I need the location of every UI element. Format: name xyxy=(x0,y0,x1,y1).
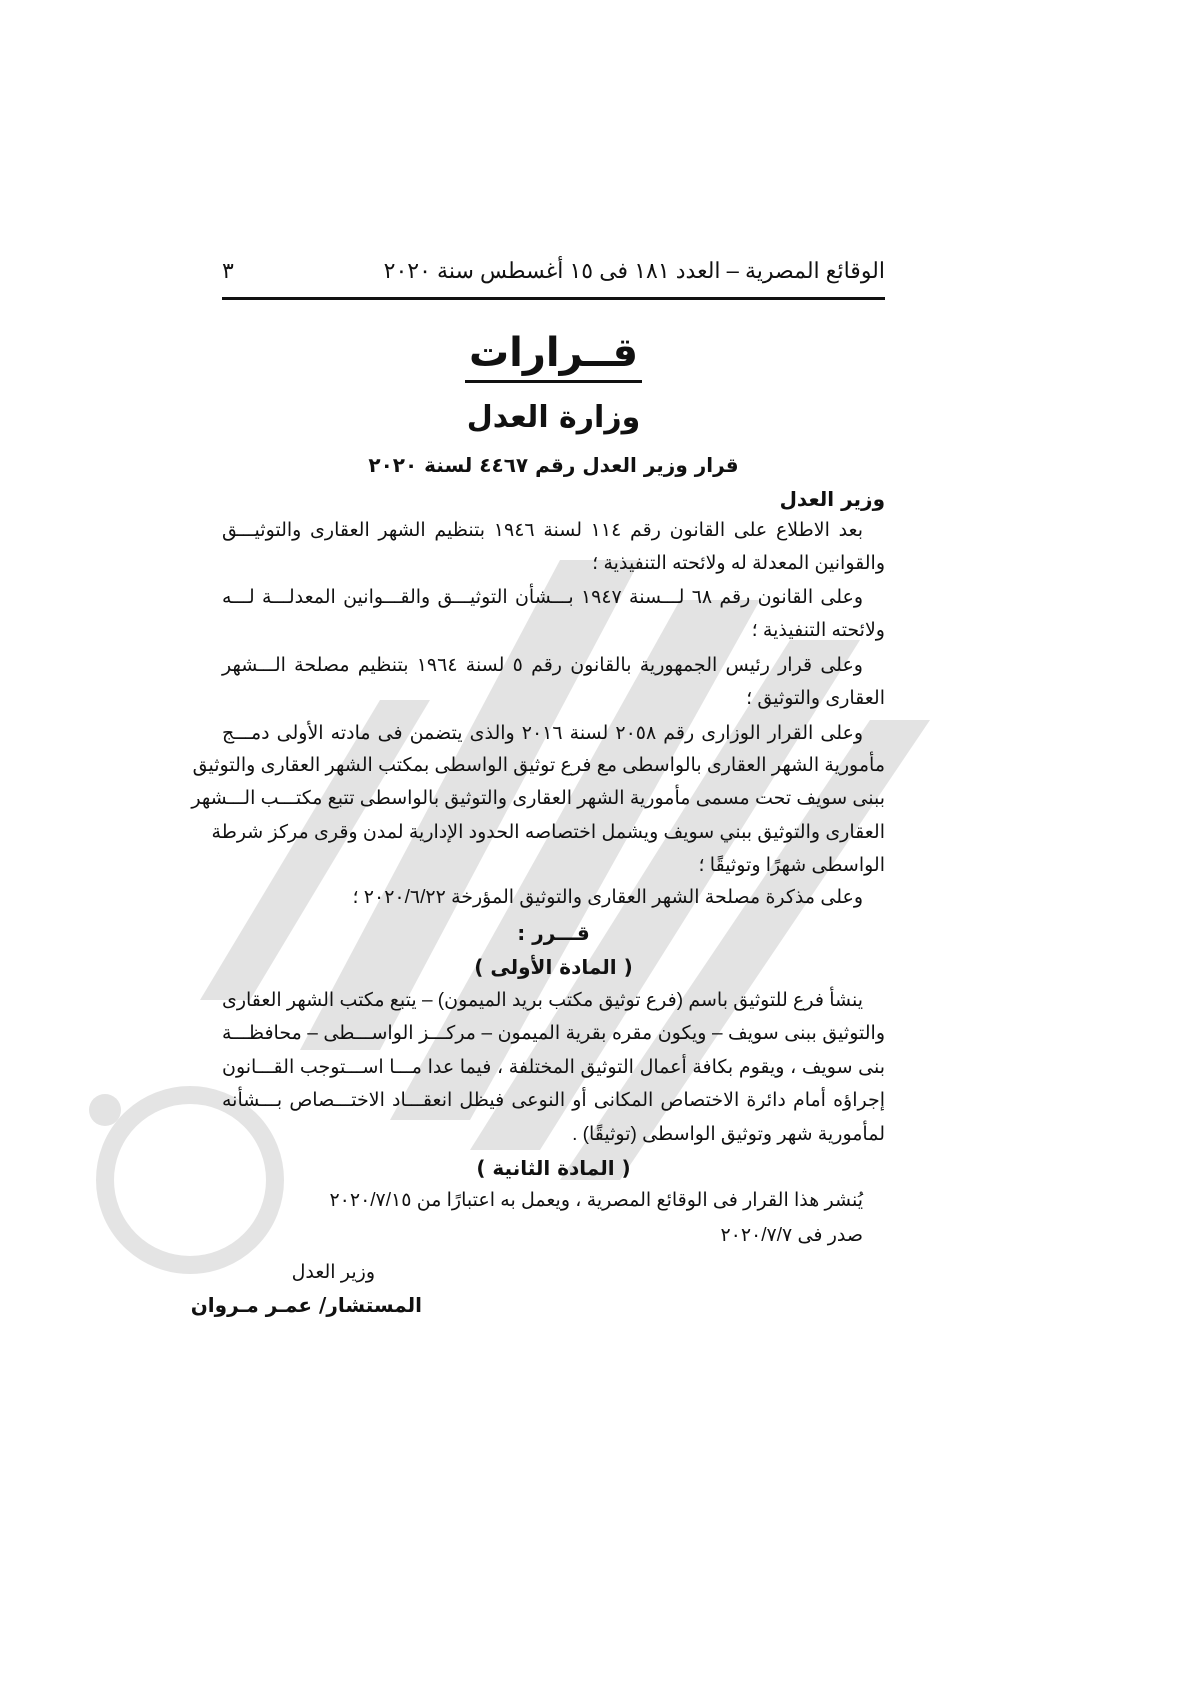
article-2-line: يُنشر هذا القرار فى الوقائع المصرية ، ويعمل به اعتبارًا من ٢٠٢٠/٧/١٥ xyxy=(329,1190,863,1211)
article-1-line: بنى سويف ، ويقوم بكافة أعمال التوثيق المختلفة ، فيما عدا مـــا اســـتوجب القـــانون xyxy=(222,1057,885,1078)
running-title: الوقائع المصرية – العدد ١٨١ فى ١٥ أغسطس سنة ٢٠٢٠ xyxy=(383,258,885,283)
preamble-line: العقارى والتوثيق ببني سويف ويشمل اختصاصه الحدود الإدارية لمدن وقرى مركز شرطة xyxy=(211,822,885,843)
decree-title: قرار وزير العدل رقم ٤٤٦٧ لسنة ٢٠٢٠ xyxy=(368,453,739,477)
preamble-line: وعلى القانون رقم ٦٨ لـــسنة ١٩٤٧ بـــشأن التوثيـــق والقـــوانين المعدلـــة لـــه xyxy=(222,587,864,608)
page-number: ٣ xyxy=(222,258,234,283)
running-header xyxy=(222,258,885,284)
article-2-heading: ( المادة الثانية ) xyxy=(476,1156,631,1180)
issue-date: صدر فى ٢٠٢٠/٧/٧ xyxy=(720,1225,863,1246)
section-title: قــرارات xyxy=(222,330,885,376)
preamble-line: وعلى قرار رئيس الجمهورية بالقانون رقم ٥ لسنة ١٩٦٤ بتنظيم مصلحة الـــشهر xyxy=(222,655,863,676)
ministry-heading: وزارة العدل xyxy=(466,400,641,435)
decided-heading: قـــرر : xyxy=(517,921,590,945)
header-rule xyxy=(222,297,885,300)
preamble-line: مأمورية الشهر العقارى بالواسطى مع فرع توثيق الواسطى بمكتب الشهر العقارى والتوثيق xyxy=(192,755,885,776)
signature-name: المستشار/ عمـر مـروان xyxy=(190,1293,422,1317)
signature-title: وزير العدل xyxy=(291,1262,375,1283)
preamble-line: ببنى سويف تحت مسمى مأمورية الشهر العقارى والتوثيق بالواسطى تتبع مكتـــب الـــشهر xyxy=(191,788,885,809)
preamble-line: والقوانين المعدلة له ولائحته التنفيذية ؛ xyxy=(592,553,885,574)
article-1-heading: ( المادة الأولى ) xyxy=(474,955,633,979)
article-1-line: إجراؤه أمام دائرة الاختصاص المكانى أو النوعى فيظل انعقـــاد الاختـــصاص بـــشأنه xyxy=(222,1090,885,1111)
issuer-heading: وزير العدل xyxy=(779,487,885,511)
preamble-line: وعلى القرار الوزارى رقم ٢٠٥٨ لسنة ٢٠١٦ والذى يتضمن فى مادته الأولى دمـــج xyxy=(222,723,863,744)
article-1-line: لمأمورية شهر وتوثيق الواسطى (توثيقًا) . xyxy=(572,1124,885,1145)
article-1-line: والتوثيق ببنى سويف – ويكون مقره بقرية الميمون – مركـــز الواســـطى – محافظـــة xyxy=(222,1023,885,1044)
preamble-line: الواسطى شهرًا وتوثيقًا ؛ xyxy=(698,855,885,876)
article-1-line: ينشأ فرع للتوثيق باسم (فرع توثيق مكتب بريد الميمون) – يتبع مكتب الشهر العقارى xyxy=(221,990,863,1011)
preamble-line: العقارى والتوثيق ؛ xyxy=(746,688,885,709)
preamble-line: ولائحته التنفيذية ؛ xyxy=(751,620,885,641)
preamble-line: بعد الاطلاع على القانون رقم ١١٤ لسنة ١٩٤٦ بتنظيم الشهر العقارى والتوثيـــق xyxy=(222,520,863,541)
preamble-line: وعلى مذكرة مصلحة الشهر العقارى والتوثيق المؤرخة ٢٠٢٠/٦/٢٢ ؛ xyxy=(352,887,863,908)
